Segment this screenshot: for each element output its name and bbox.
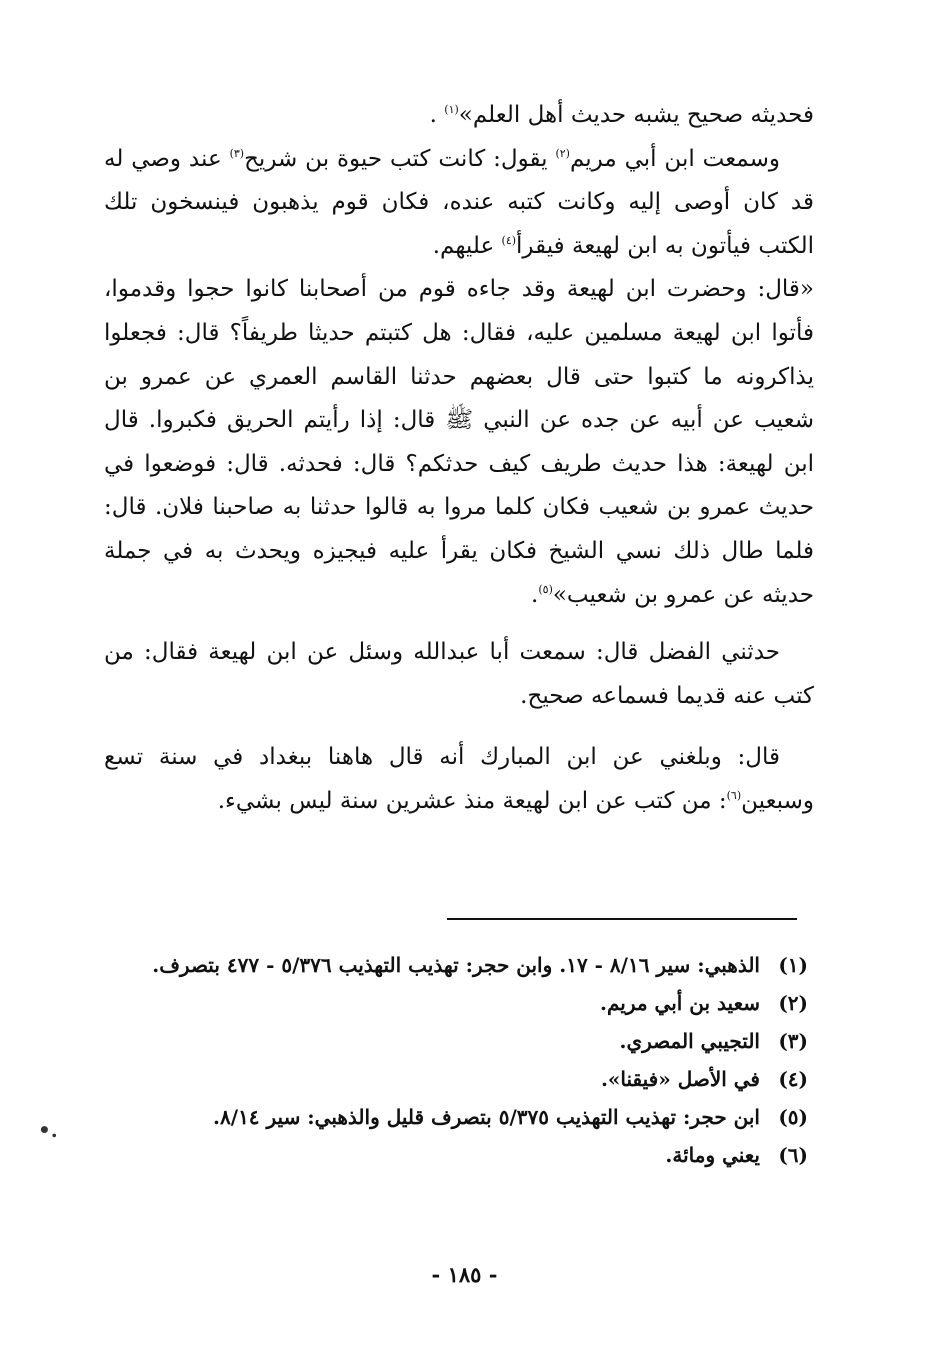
- paragraph-3: [104, 268, 814, 617]
- paragraph-1-text: فحديثه صحيح يشبه حديث أهل العلم»: [458, 102, 814, 128]
- paragraph-1-end: .: [429, 102, 445, 128]
- main-text: [104, 94, 814, 824]
- paragraph-5-text-b: : من كتب عن ابن لهيعة منذ عشرين سنة ليس بشيء.: [217, 787, 727, 814]
- footnote-ref-6: (٦): [726, 788, 742, 802]
- footnote-text: يعني ومائة.: [665, 1143, 760, 1167]
- paragraph-4: [104, 631, 814, 718]
- footnote-number: (٥): [778, 1105, 808, 1129]
- footnote-text: في الأصل «فيقنا».: [600, 1067, 760, 1091]
- footnote-ref-3: (٣): [229, 146, 245, 160]
- footnote-item: [96, 946, 808, 984]
- footnote-number: (٦): [778, 1143, 808, 1167]
- footnote-text: التجيبي المصري.: [619, 1029, 760, 1053]
- paragraph-3-text: «قال: وحضرت ابن لهيعة وقد جاءه قوم من أصحابنا كانوا حجوا وقدموا، فأتوا ابن لهيعة مسلمين عليه، فقال: هل كتبتم حديثا طريفاً؟ قال: فجعلوا يذاكرونه ما كتبوا حتى قال بعضهم حدثنا القاسم العمري عن عمرو بن شعيب عن أبيه عن جده عن النبي ﷺ قال: إذا رأيتم الحريق فكبروا. قال ابن لهيعة: هذا حديث طريف كيف حدثكم؟ قال: فحدثه. قال: فوضعوا في حديث عمرو بن شعيب فكان كلما مروا به قالوا حدثنا به صاحبنا فلان. قال: فلما طال ذلك نسي الشيخ فكان يقرأ عليه فيجيزه ويحدث به في جملة حديثه عن عمرو بن شعيب»: [104, 276, 815, 608]
- footnote-number: (٤): [778, 1067, 808, 1091]
- footnotes-list: [96, 946, 808, 1174]
- footnote-item: [96, 1022, 808, 1060]
- footnote-number: (٣): [778, 1029, 808, 1053]
- footnote-ref-5: (٥): [538, 582, 553, 596]
- footnote-ref-2: (٢): [555, 146, 570, 160]
- footnote-item: [96, 1136, 808, 1174]
- paragraph-2: [104, 138, 814, 269]
- footnote-text: ابن حجر: تهذيب التهذيب ٥/٣٧٥ بتصرف قليل والذهبي: سير ٨/١٤.: [213, 1105, 760, 1129]
- paragraph-1: [104, 94, 814, 138]
- footnote-ref-4: (٤): [501, 233, 517, 247]
- page-number: - ١٨٥ -: [431, 1262, 498, 1287]
- footnote-item: [96, 1060, 808, 1098]
- paragraph-2-text-c: عند وصي له قد كان أوصى إليه وكانت كتبه عنده، فكان قوم يذهبون فينسخون تلك الكتب فيأتون به ابن لهيعة فيقرأ: [104, 145, 814, 259]
- paragraph-2-text-b: يقول: كانت كتب حيوة بن شريح: [244, 145, 556, 172]
- footnote-item: [96, 1098, 808, 1136]
- footnote-number: (١): [778, 953, 808, 977]
- paragraph-5-text-a: قال: وبلغني عن ابن المبارك أنه قال هاهنا ببغداد في سنة تسع وسبعين: [104, 744, 814, 814]
- paragraph-5: [104, 736, 814, 823]
- paragraph-3-end: .: [531, 581, 539, 608]
- paragraph-2-text-a: وسمعت ابن أبي مريم: [569, 145, 780, 172]
- footnote-item: [96, 984, 808, 1022]
- footnote-text: الذهبي: سير ٨/١٦ - ١٧. وابن حجر: تهذيب التهذيب ٥/٣٧٦ - ٤٧٧ بتصرف.: [152, 953, 760, 977]
- footnote-number: (٢): [778, 991, 808, 1015]
- paragraph-2-text-d: عليهم.: [432, 232, 502, 259]
- footnote-ref-1: (١): [444, 103, 459, 116]
- footnote-separator: [447, 918, 797, 920]
- stray-mark: •.: [38, 1118, 58, 1142]
- footnote-text: سعيد بن أبي مريم.: [600, 991, 760, 1015]
- paragraph-4-text: حدثني الفضل قال: سمعت أبا عبدالله وسئل عن ابن لهيعة فقال: من كتب عنه قديما فسماعه صحيح.: [104, 639, 814, 709]
